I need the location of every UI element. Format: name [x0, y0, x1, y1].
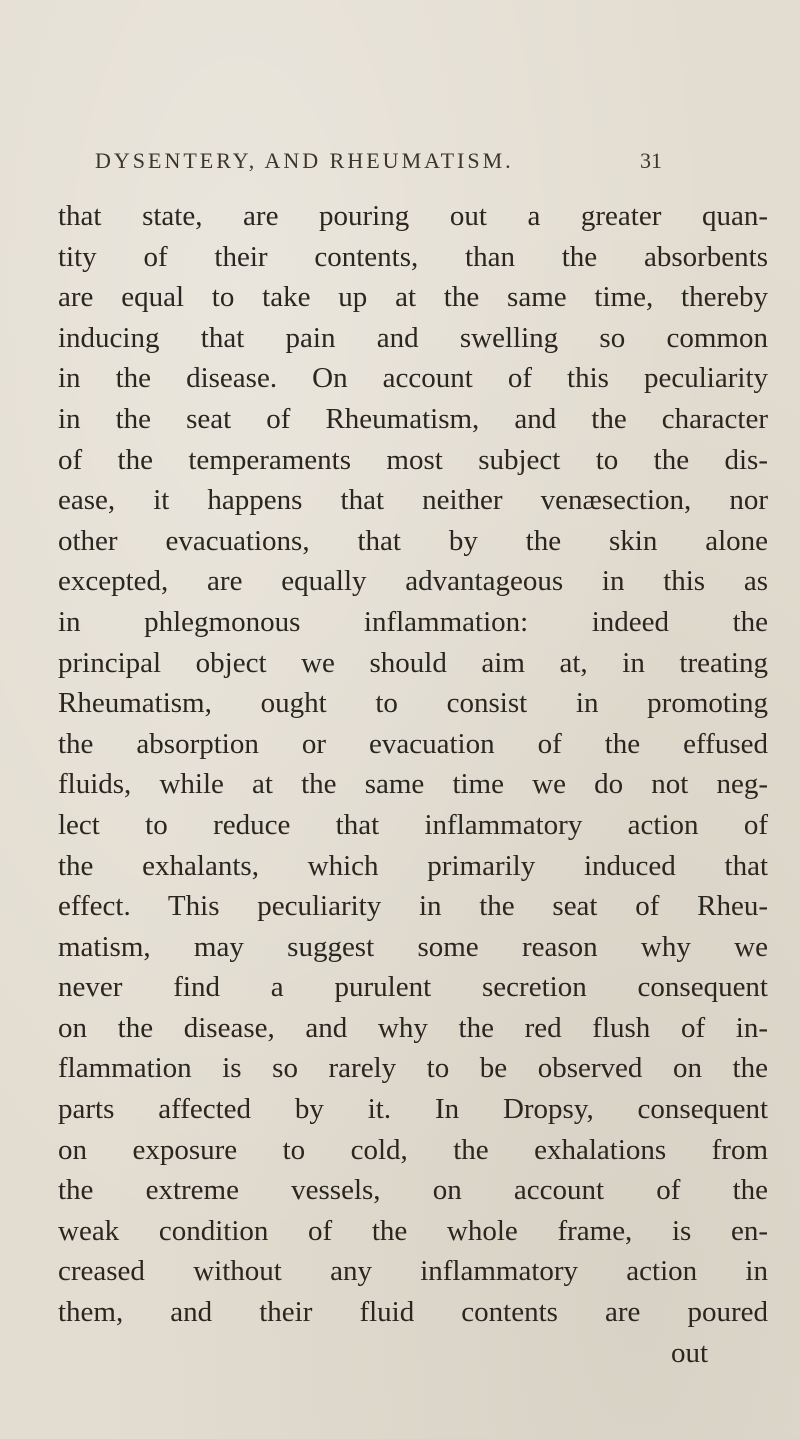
running-head	[95, 148, 735, 184]
text-line: of the temperaments most subject to the dis-	[58, 443, 768, 476]
text-line: lect to reduce that inflammatory action of	[58, 808, 768, 841]
text-line: ease, it happens that neither venæsection, nor	[58, 484, 768, 517]
text-line: matism, may suggest some reason why we	[58, 930, 768, 963]
text-line: other evacuations, that by the skin alone	[58, 524, 768, 557]
text-line: never find a purulent secretion consequent	[58, 971, 768, 1004]
text-line: on the disease, and why the red flush of in-	[58, 1011, 768, 1044]
text-line: tity of their contents, than the absorbents	[58, 240, 768, 273]
page-number: 31	[640, 148, 662, 173]
text-line: in the seat of Rheumatism, and the character	[58, 402, 768, 435]
text-line: creased without any inflammatory action in	[58, 1255, 768, 1288]
text-line: principal object we should aim at, in treating	[58, 646, 768, 679]
text-line: the extreme vessels, on account of the	[58, 1174, 768, 1207]
running-head-title: DYSENTERY, AND RHEUMATISM.	[95, 148, 514, 173]
text-line: weak condition of the whole frame, is en-	[58, 1214, 768, 1247]
text-line: are equal to take up at the same time, thereby	[58, 281, 768, 314]
text-line: in phlegmonous inflammation: indeed the	[58, 605, 768, 638]
text-line: inducing that pain and swelling so common	[58, 321, 768, 354]
text-line: excepted, are equally advantageous in this as	[58, 565, 768, 598]
text-line: the exhalants, which primarily induced that	[58, 849, 768, 882]
catchword: out	[670, 1336, 708, 1369]
text-line: in the disease. On account of this peculiarity	[58, 362, 768, 395]
text-line: that state, are pouring out a greater quan-	[58, 200, 768, 232]
text-line: fluids, while at the same time we do not neg-	[58, 768, 768, 801]
text-line: on exposure to cold, the exhalations from	[58, 1133, 768, 1166]
text-line: the absorption or evacuation of the effused	[58, 727, 768, 760]
text-line: Rheumatism, ought to consist in promoting	[58, 687, 768, 720]
text-line: parts affected by it. In Dropsy, consequent	[58, 1093, 768, 1126]
text-line: flammation is so rarely to be observed on the	[58, 1052, 768, 1085]
text-line: effect. This peculiarity in the seat of Rheu-	[58, 890, 768, 923]
body-text	[58, 196, 768, 1373]
text-line: them, and their fluid contents are poured	[58, 1296, 768, 1329]
